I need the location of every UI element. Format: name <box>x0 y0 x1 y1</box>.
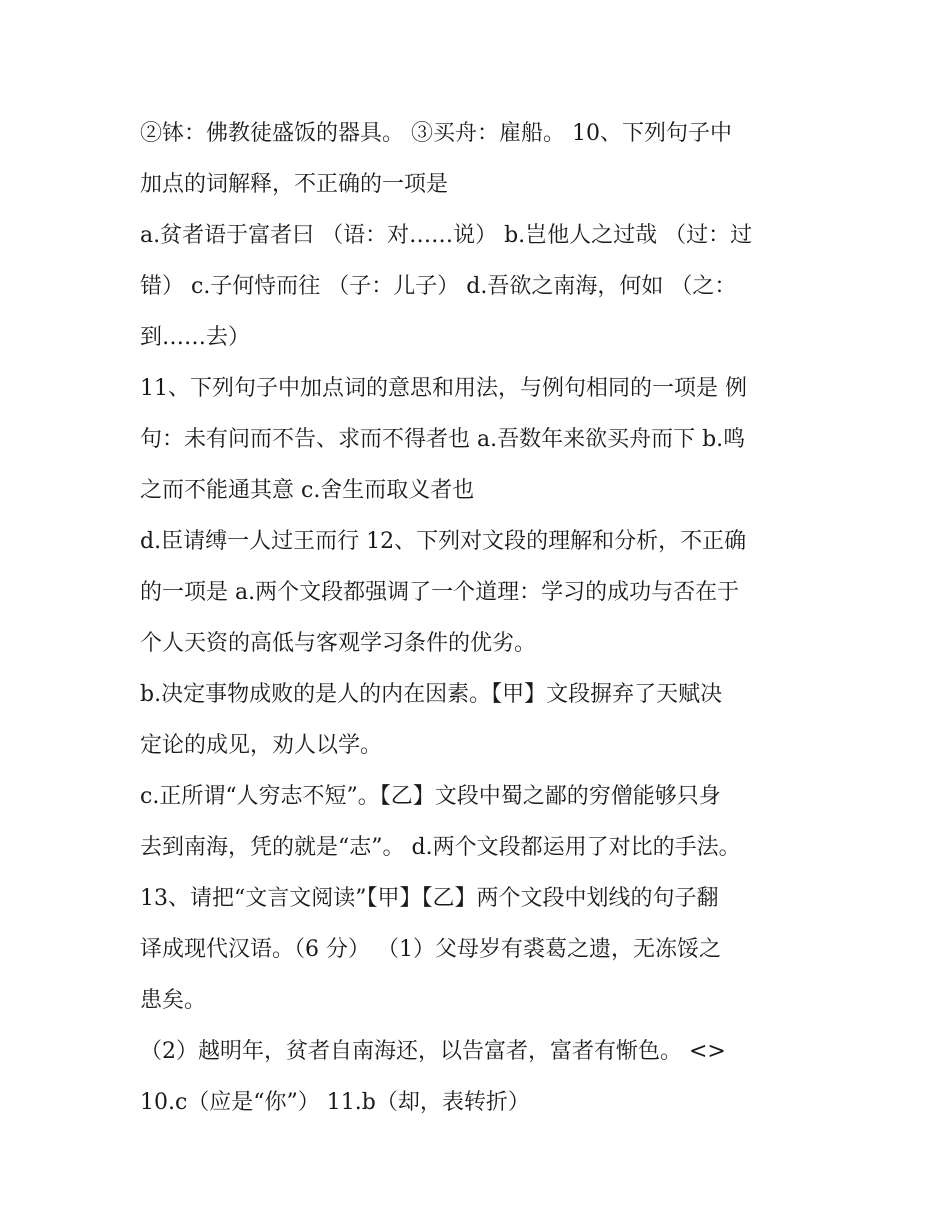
text-line: c.正所谓“人穷志不短”。【乙】文段中蜀之鄙的穷僧能够只身 <box>140 784 721 809</box>
text-line: d.臣请缚一人过王而行 12、下列对文段的理解和分析，不正确 <box>140 529 747 554</box>
text-line: b.决定事物成败的是人的内在因素。【甲】文段摒弃了天赋决 <box>140 682 723 707</box>
text-line: 个人天资的高低与客观学习条件的优劣。 <box>140 631 537 656</box>
text-line: ②钵：佛教徒盛饭的器具。 ③买舟：雇船。 10、下列句子中 <box>140 121 732 146</box>
text-line: 错） c.子何恃而往 （子：儿子） d.吾欲之南海，何如 （之： <box>140 274 737 299</box>
text-line: a.贫者语于富者曰 （语：对……说） b.岂他人之过哉 （过：过 <box>140 223 753 248</box>
text-line: 11、下列句子中加点词的意思和用法，与例句相同的一项是 例 <box>140 376 747 401</box>
document-body <box>140 108 812 1128</box>
text-line: 13、请把“文言文阅读”【甲】【乙】两个文段中划线的句子翻 <box>140 886 719 911</box>
text-line: 加点的词解释，不正确的一项是 <box>140 172 449 197</box>
text-line: 10.c（应是“你”） 11.b（却，表转折） <box>140 1090 530 1115</box>
text-line: 译成现代汉语。（6 分） （1）父母岁有裘葛之遗，无冻馁之 <box>140 937 721 962</box>
text-line: 患矣。 <box>140 988 207 1013</box>
text-line: 去到南海，凭的就是“志”。 d.两个文段都运用了对比的手法。 <box>140 835 741 860</box>
text-line: 的一项是 a.两个文段都强调了一个道理：学习的成功与否在于 <box>140 580 740 605</box>
text-line: 定论的成见，劝人以学。 <box>140 733 383 758</box>
text-line: （2）越明年，贫者自南海还，以告富者，富者有惭色。 <> <box>140 1039 726 1064</box>
text-line: 之而不能通其意 c.舍生而取义者也 <box>140 478 475 503</box>
text-line: 到……去） <box>140 325 251 350</box>
text-line: 句：未有问而不告、求而不得者也 a.吾数年来欲买舟而下 b.鸣 <box>140 427 746 452</box>
